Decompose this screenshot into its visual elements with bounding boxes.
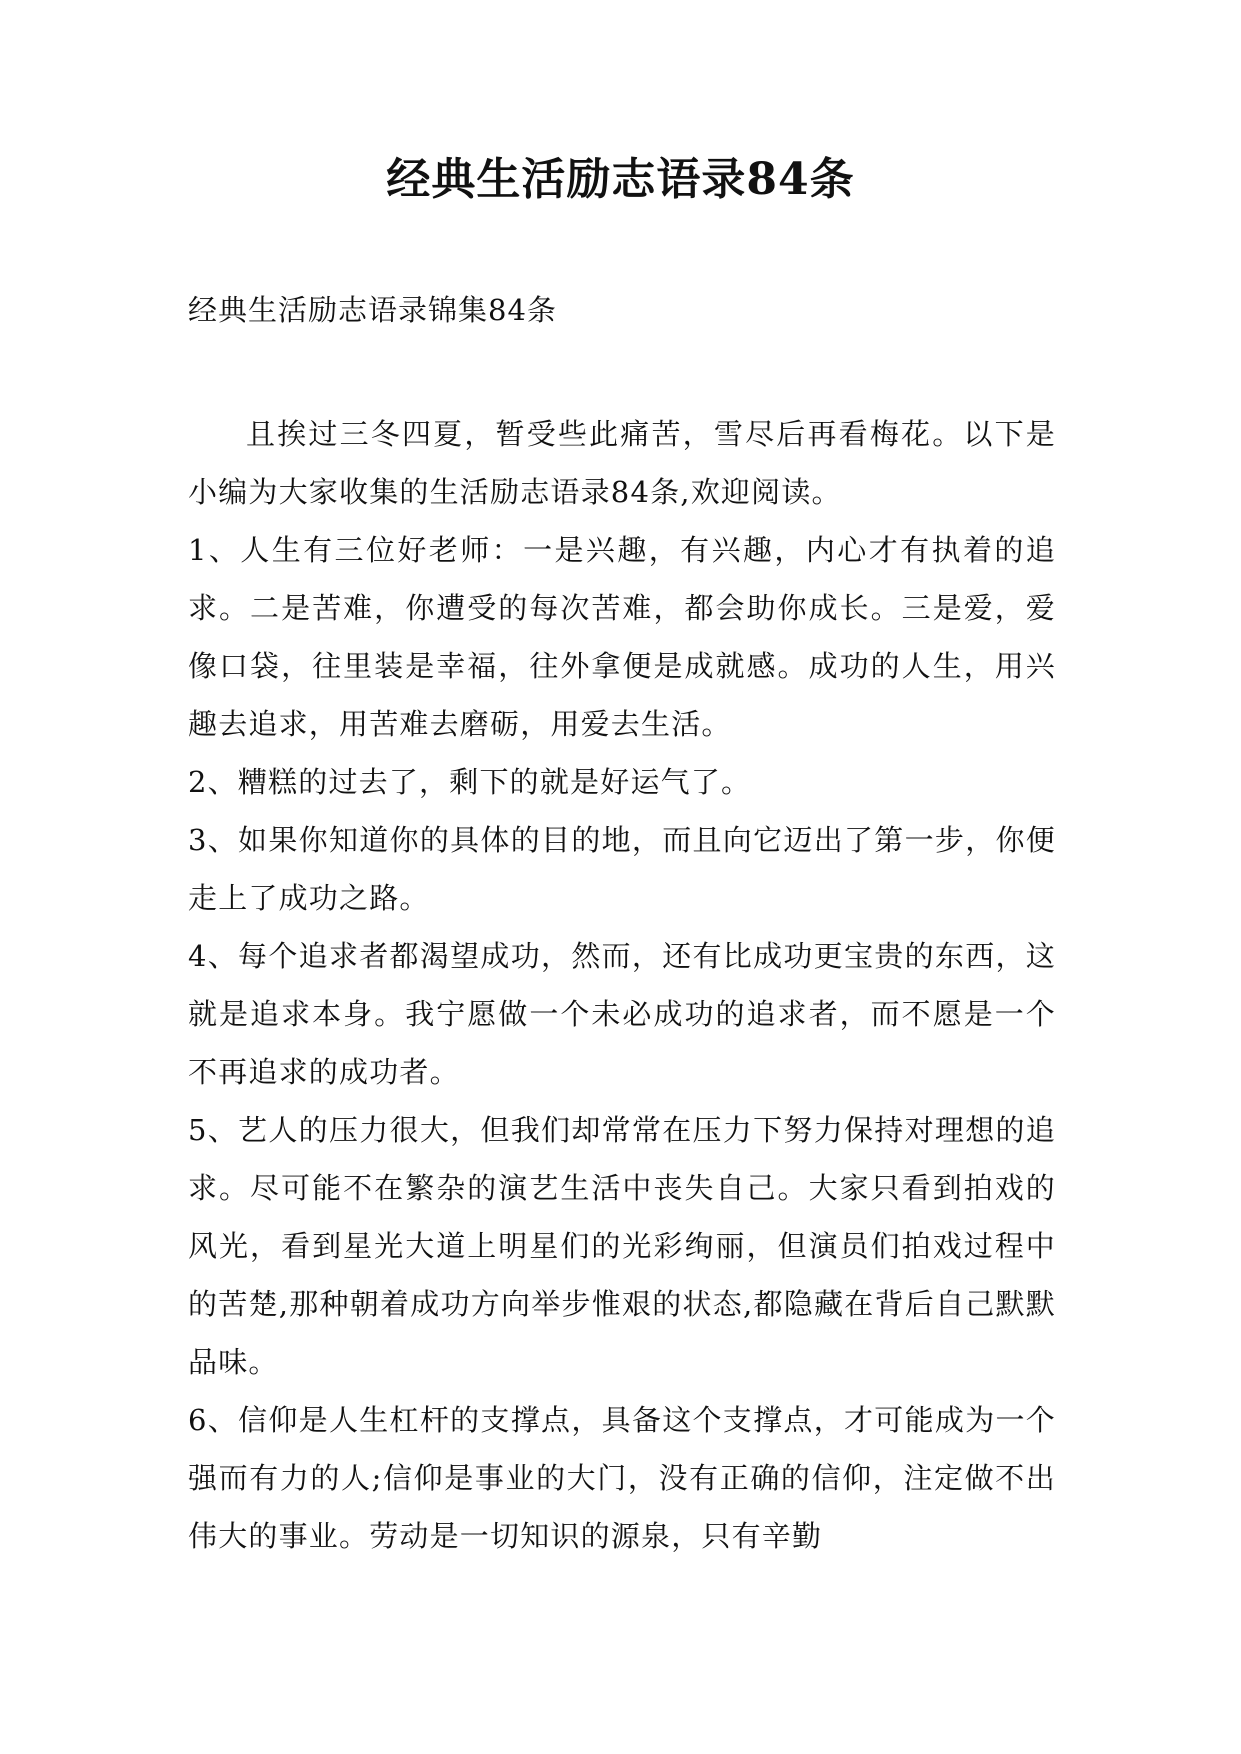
document-body	[188, 405, 1056, 1565]
document-subtitle: 经典生活励志语录锦集84条	[188, 293, 557, 327]
quote-paragraph-6: 6、信仰是人生杠杆的支撑点，具备这个支撑点，才可能成为一个强而有力的人;信仰是事业的大门，没有正确的信仰，注定做不出伟大的事业。劳动是一切知识的源泉，只有辛勤	[188, 1403, 1056, 1553]
intro-paragraph: 且挨过三冬四夏，暂受些此痛苦，雪尽后再看梅花。以下是小编为大家收集的生活励志语录84条,欢迎阅读。	[188, 417, 1056, 509]
quote-paragraph-3: 3、如果你知道你的具体的目的地，而且向它迈出了第一步，你便走上了成功之路。	[188, 823, 1056, 915]
document-title: 经典生活励志语录84条	[386, 154, 855, 205]
quote-paragraph-2: 2、糟糕的过去了，剩下的就是好运气了。	[188, 765, 752, 799]
quote-paragraph-1: 1、人生有三位好老师：一是兴趣，有兴趣，内心才有执着的追求。二是苦难，你遭受的每次苦难，都会助你成长。三是爱，爱像口袋，往里装是幸福，往外拿便是成就感。成功的人生，用兴趣去追求，用苦难去磨砺，用爱去生活。	[188, 533, 1056, 741]
quote-paragraph-5: 5、艺人的压力很大，但我们却常常在压力下努力保持对理想的追求。尽可能不在繁杂的演艺生活中丧失自己。大家只看到拍戏的风光，看到星光大道上明星们的光彩绚丽，但演员们拍戏过程中的苦楚,那种朝着成功方向举步惟艰的状态,都隐藏在背后自己默默品味。	[188, 1113, 1056, 1379]
quote-paragraph-4: 4、每个追求者都渴望成功，然而，还有比成功更宝贵的东西，这就是追求本身。我宁愿做一个未必成功的追求者，而不愿是一个不再追求的成功者。	[188, 939, 1056, 1089]
